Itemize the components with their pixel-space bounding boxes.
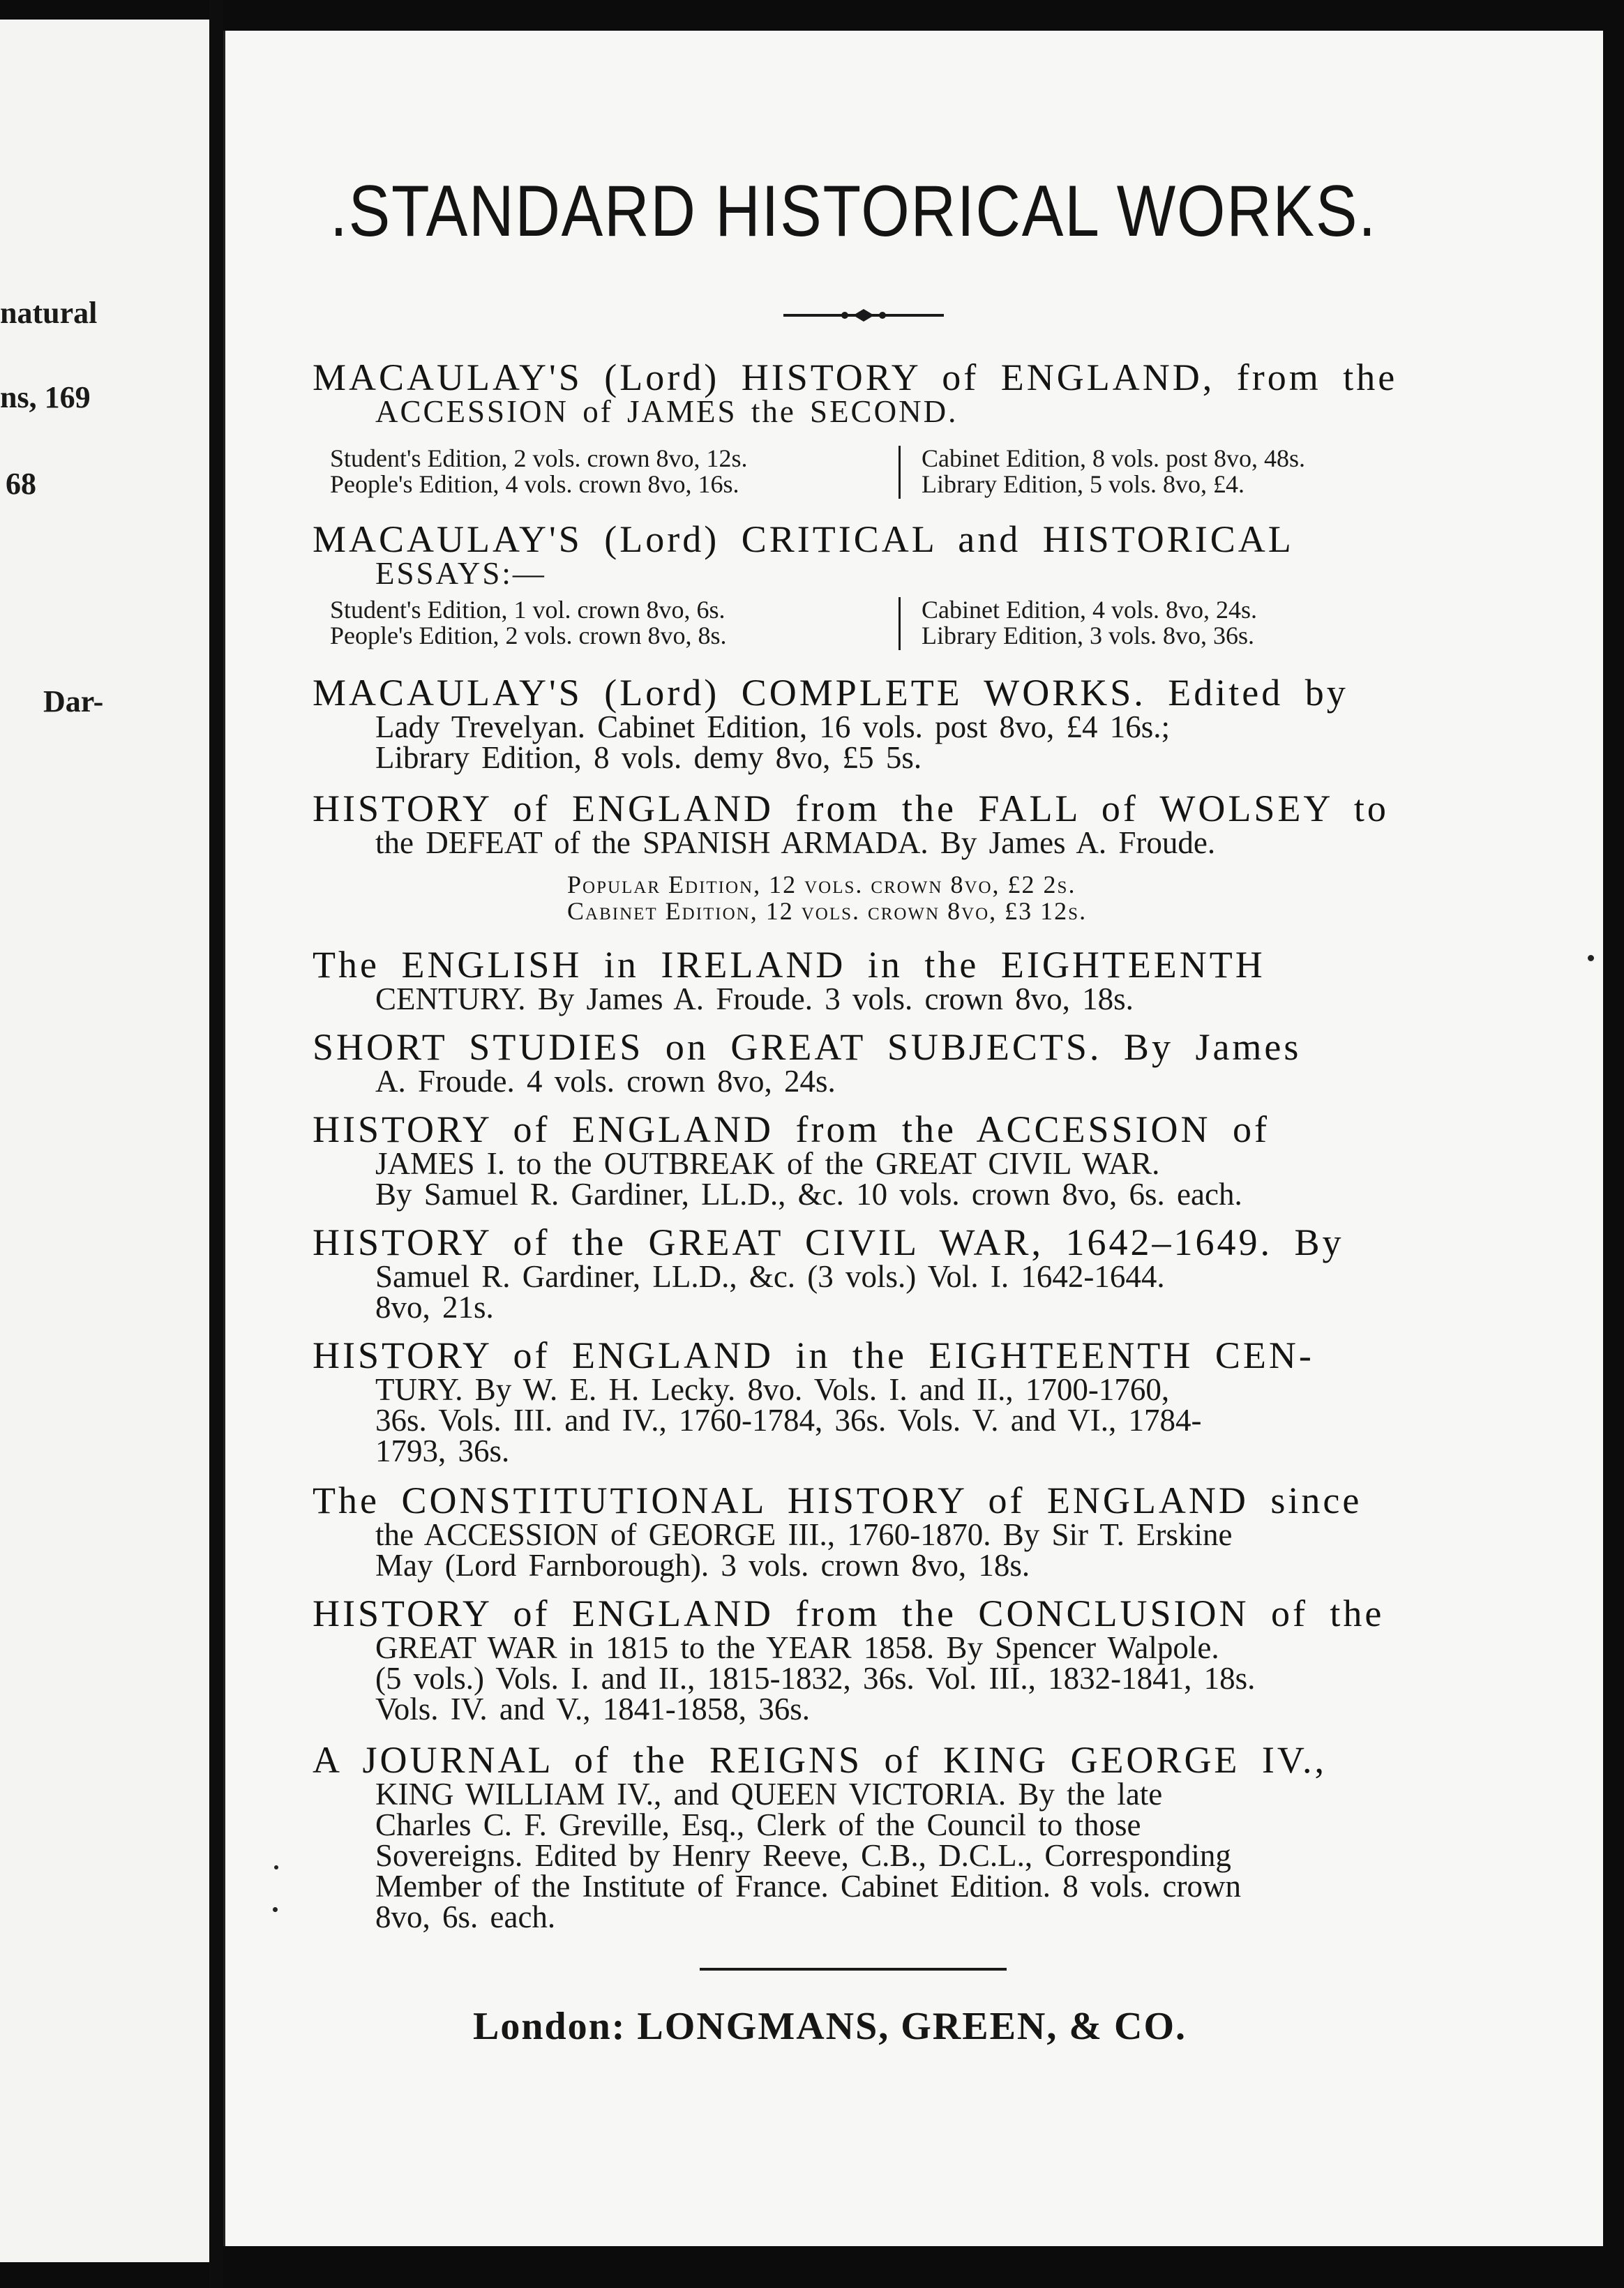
catalogue-entry [313, 674, 1408, 773]
entry-title: HISTORY of ENGLAND from the FALL of WOLSEY to [313, 788, 1389, 829]
print-speck [273, 1907, 278, 1912]
publisher-imprint: London: LONGMANS, GREEN, & CO. [473, 2005, 1187, 2048]
entry-detail: Lady Trevelyan. Cabinet Edition, 16 vols. post 8vo, £4 16s.; [375, 709, 1170, 744]
entry-title: MACAULAY'S (Lord) CRITICAL and HISTORICAL [313, 518, 1294, 560]
edition-line: Library Edition, 5 vols. 8vo, £4. [922, 470, 1245, 498]
catalogue-entry [313, 1028, 1408, 1097]
editions-left-column [330, 446, 747, 497]
catalogue-entry [313, 1595, 1408, 1724]
left-page-fragment: ns, 169 [0, 380, 91, 414]
editions-right-column [899, 446, 1305, 499]
editions-left-column [330, 597, 726, 649]
entry-detail: the ACCESSION of GEORGE III., 1760-1870. By Sir T. Erskine [375, 1517, 1233, 1552]
catalogue-entry [313, 1482, 1408, 1581]
bottom-rule [700, 1968, 1007, 1971]
catalogue-entry [313, 1334, 1408, 1468]
entry-detail: 8vo, 21s. [375, 1290, 494, 1325]
catalogue-entry [313, 1741, 1408, 1932]
entry-detail: 8vo, 6s. each. [375, 1899, 556, 1934]
entry-detail: May (Lord Farnborough). 3 vols. crown 8vo, 18s. [375, 1548, 1030, 1583]
entry-detail: CENTURY. By James A. Froude. 3 vols. crown 8vo, 18s. [375, 981, 1134, 1016]
entry-detail: Samuel R. Gardiner, LL.D., &c. (3 vols.) Vol. I. 1642-1644. [375, 1259, 1165, 1294]
entry-detail: JAMES I. to the OUTBREAK of the GREAT CIVIL WAR. [375, 1146, 1160, 1181]
entry-detail: GREAT WAR in 1815 to the YEAR 1858. By Spencer Walpole. [375, 1630, 1219, 1665]
entry-title: HISTORY of ENGLAND in the EIGHTEENTH CEN- [313, 1334, 1314, 1376]
edition-line: Cabinet Edition, 8 vols. post 8vo, 48s. [922, 444, 1306, 472]
left-facing-page [0, 20, 209, 2262]
entry-title: HISTORY of ENGLAND from the ACCESSION of [313, 1108, 1270, 1150]
book-page [223, 31, 1603, 2246]
edition-line: Popular Edition, 12 vols. crown 8vo, £2 2s. [567, 871, 1076, 898]
entry-title: HISTORY of ENGLAND from the CONCLUSION of the [313, 1593, 1385, 1634]
editions-list [567, 871, 1087, 924]
left-page-fragment: natural [0, 296, 98, 330]
entry-detail: Library Edition, 8 vols. demy 8vo, £5 5s. [375, 740, 922, 775]
entry-detail: (5 vols.) Vols. I. and II., 1815-1832, 36s. Vol. III., 1832-1841, 18s. [375, 1661, 1256, 1696]
edition-line: Library Edition, 3 vols. 8vo, 36s. [922, 622, 1254, 649]
entry-title: MACAULAY'S (Lord) COMPLETE WORKS. Edited by [313, 672, 1348, 714]
entry-detail: 1793, 36s. [375, 1433, 510, 1468]
entry-detail: 36s. Vols. III. and IV., 1760-1784, 36s. Vols. V. and VI., 1784- [375, 1403, 1202, 1438]
page-title: .STANDARD HISTORICAL WORKS. [330, 171, 1377, 252]
print-speck [274, 1865, 278, 1869]
entry-title: MACAULAY'S (Lord) HISTORY of ENGLAND, from the [313, 356, 1398, 398]
catalogue-entry [313, 356, 1408, 429]
entry-detail: Charles C. F. Greville, Esq., Clerk of the Council to those [375, 1807, 1141, 1842]
edition-line: People's Edition, 2 vols. crown 8vo, 8s. [330, 622, 727, 649]
entry-title: HISTORY of the GREAT CIVIL WAR, 1642–1649. By [313, 1221, 1344, 1263]
entry-detail: TURY. By W. E. H. Lecky. 8vo. Vols. I. and II., 1700-1760, [375, 1372, 1170, 1407]
catalogue-entry [313, 1108, 1408, 1212]
entry-detail: the DEFEAT of the SPANISH ARMADA. By James A. Froude. [375, 825, 1216, 860]
entry-detail: Member of the Institute of France. Cabinet Edition. 8 vols. crown [375, 1869, 1241, 1904]
book-gutter [209, 0, 223, 2288]
left-page-fragment: Dar- [43, 684, 104, 718]
catalogue-entry [313, 946, 1408, 1014]
print-speck [1588, 955, 1594, 961]
edition-line: People's Edition, 4 vols. crown 8vo, 16s. [330, 470, 739, 498]
edition-line: Student's Edition, 2 vols. crown 8vo, 12s. [330, 444, 748, 472]
left-page-fragment: 68 [6, 467, 36, 501]
entry-detail: KING WILLIAM IV., and QUEEN VICTORIA. By the late [375, 1777, 1163, 1812]
edition-line: Cabinet Edition, 4 vols. 8vo, 24s. [922, 596, 1257, 624]
edition-line: Student's Edition, 1 vol. crown 8vo, 6s. [330, 596, 725, 624]
edition-line: Cabinet Edition, 12 vols. crown 8vo, £3 12s. [567, 897, 1088, 925]
entry-subtitle: ACCESSION of JAMES the SECOND. [375, 394, 958, 429]
entry-detail: Sovereigns. Edited by Henry Reeve, C.B., D.C.L., Corresponding [375, 1838, 1231, 1873]
editions-right-column [899, 597, 1257, 650]
entry-detail: A. Froude. 4 vols. crown 8vo, 24s. [375, 1064, 836, 1099]
entry-detail: Vols. IV. and V., 1841-1858, 36s. [375, 1692, 810, 1726]
ornament-divider-icon [783, 307, 944, 324]
entry-title: A JOURNAL of the REIGNS of KING GEORGE IV., [313, 1739, 1327, 1781]
entry-detail: By Samuel R. Gardiner, LL.D., &c. 10 vols. crown 8vo, 6s. each. [375, 1177, 1242, 1212]
entry-title: The CONSTITUTIONAL HISTORY of ENGLAND since [313, 1480, 1362, 1521]
entry-title: SHORT STUDIES on GREAT SUBJECTS. By James [313, 1026, 1302, 1068]
catalogue-entry [313, 790, 1408, 858]
entry-subtitle: ESSAYS:— [375, 556, 546, 591]
catalogue-entry [313, 1221, 1408, 1325]
catalogue-entry [313, 520, 1408, 589]
entry-title: The ENGLISH in IRELAND in the EIGHTEENTH [313, 944, 1265, 986]
